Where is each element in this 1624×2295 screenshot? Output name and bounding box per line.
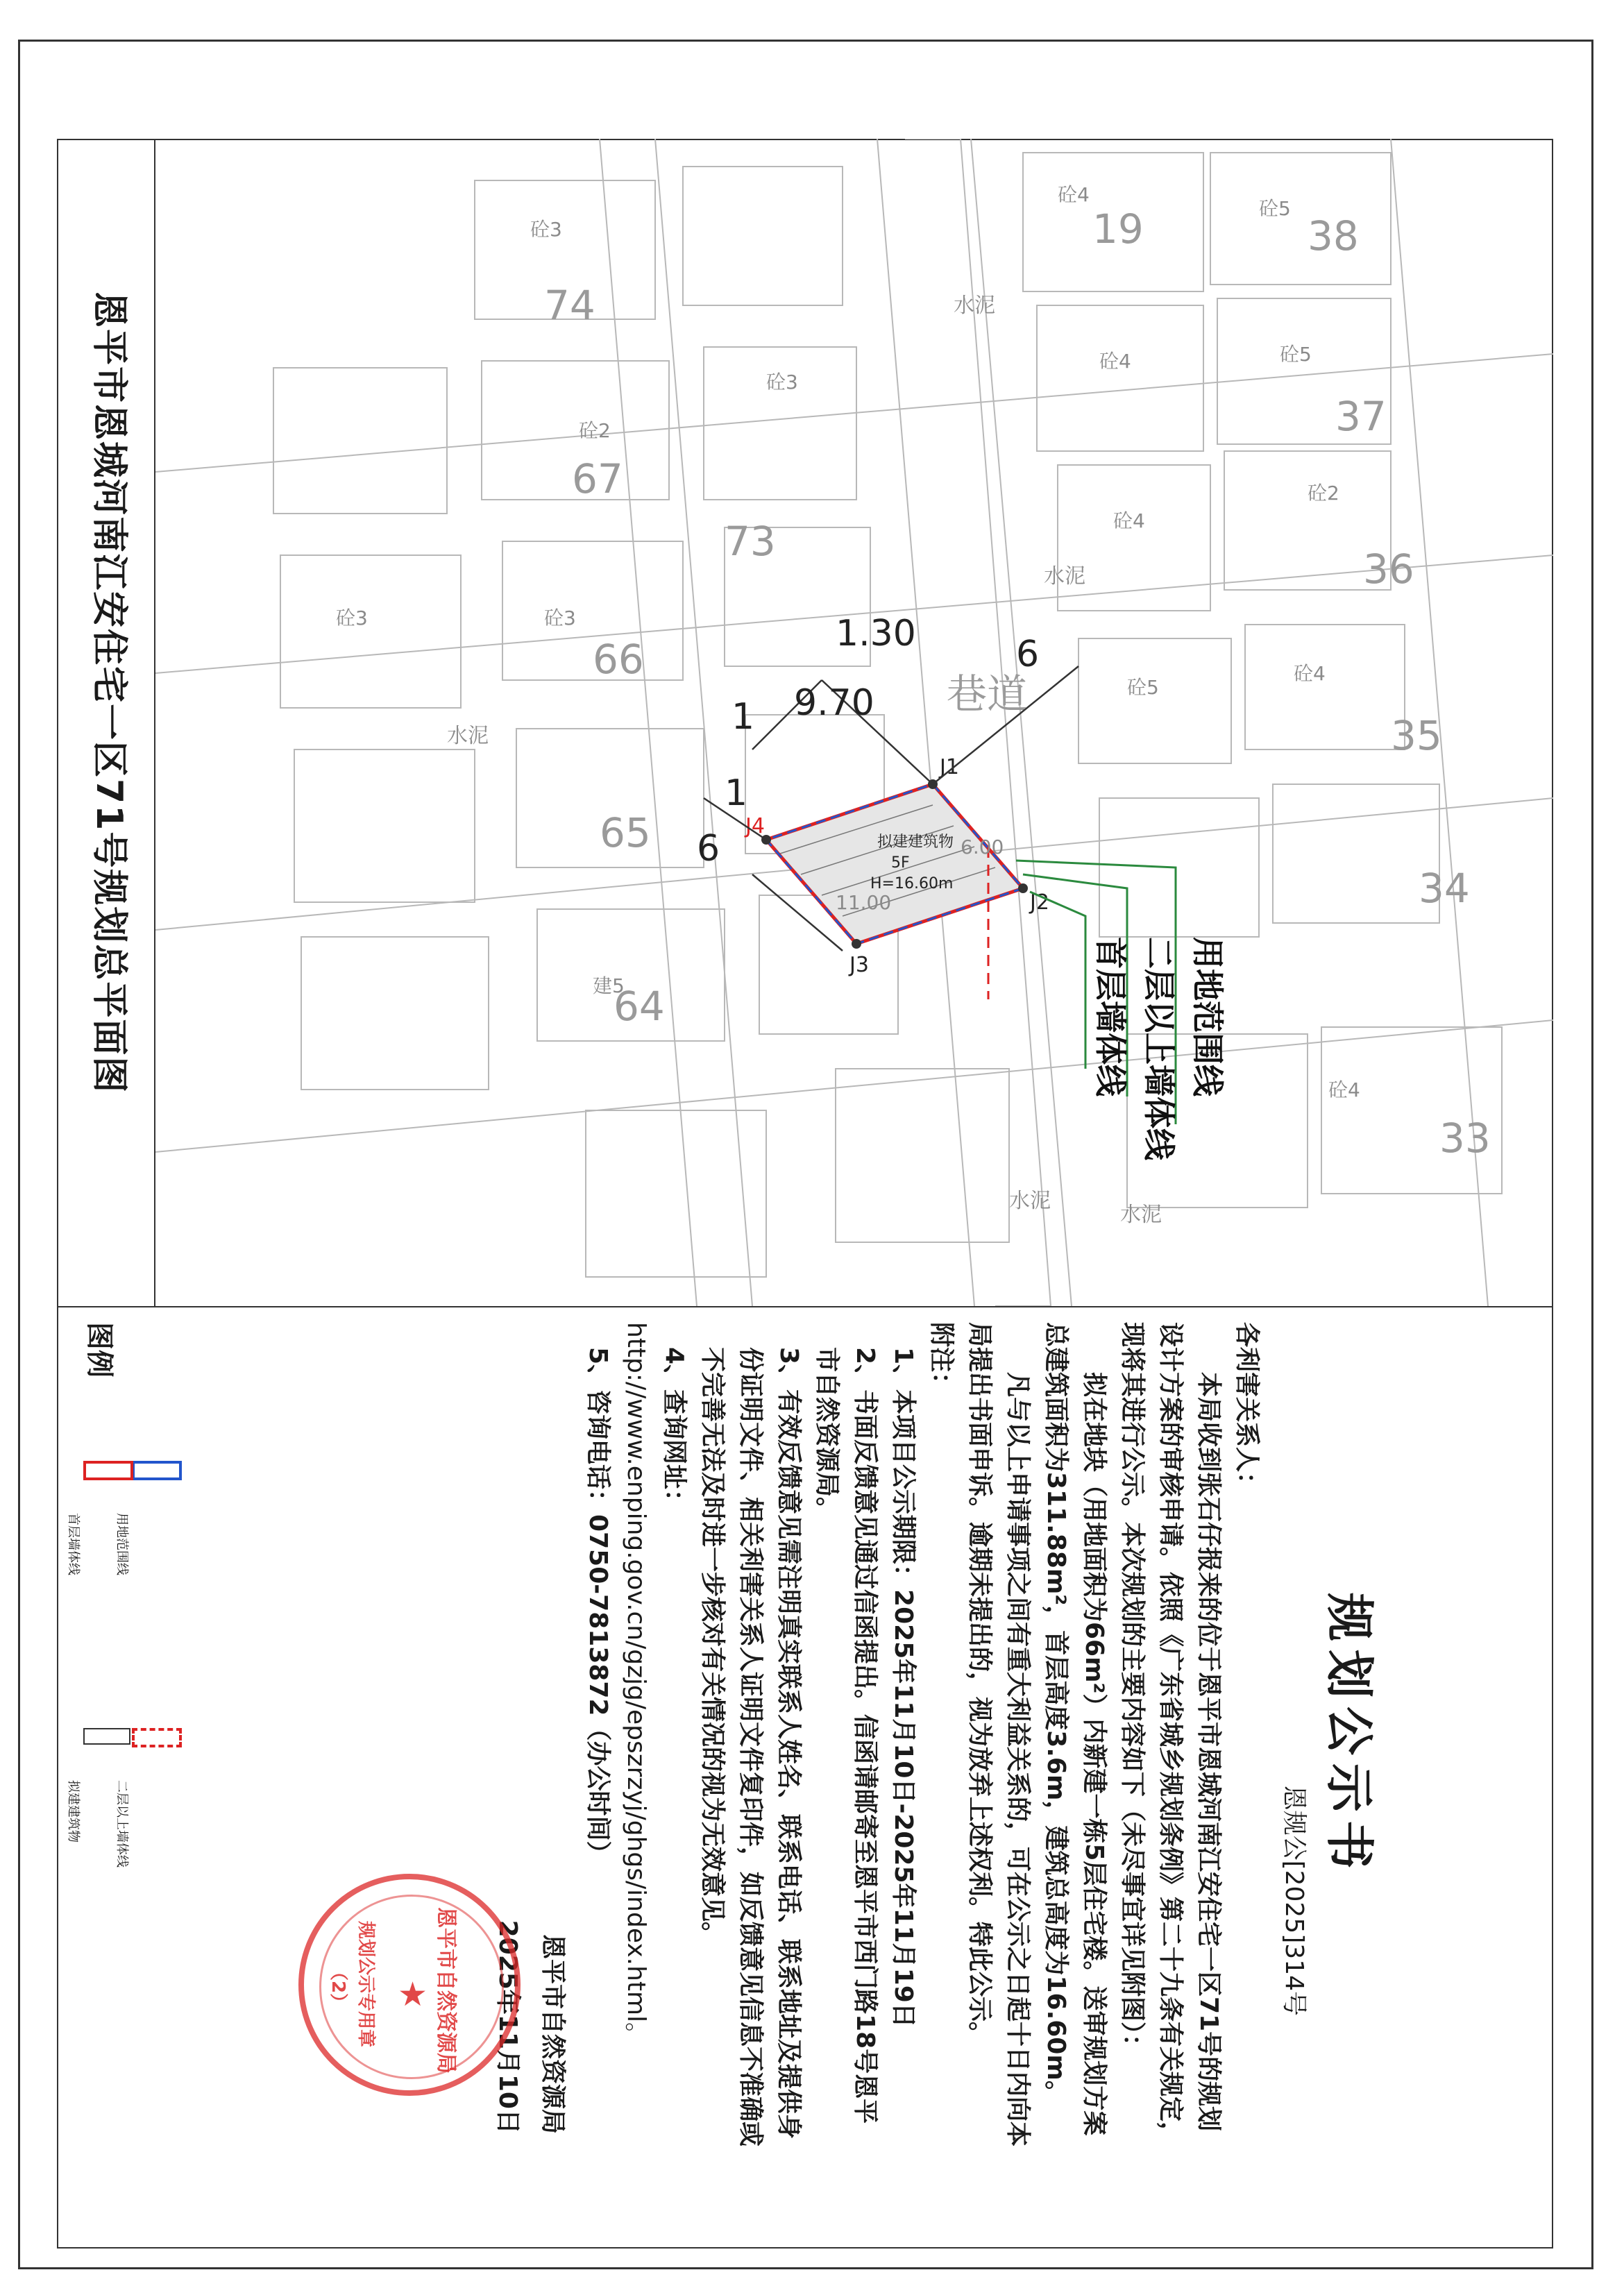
callout-label: 用地范围线 (1189, 937, 1226, 1096)
structure-label: 砼4 (1099, 350, 1131, 373)
lot-number: 37 (1335, 393, 1387, 440)
legend-label: 首层墙体线 (66, 1513, 81, 1575)
notice-body: 凡与以上申请事项之间有重大利益关系的，可在公示之日起十日内向本局提出书面申诉。逾期未提出的，视为放弃上述权利。特此公示。 (965, 1322, 1032, 2147)
structure-label: 砼5 (1280, 343, 1312, 366)
structure-label: 砼3 (766, 371, 798, 393)
notice-title: 规划公示书 (1321, 1593, 1378, 1877)
lot-number: 36 (1363, 545, 1414, 593)
lot-number: 65 (600, 809, 651, 856)
legend-label: 二层以上墙体线 (115, 1780, 129, 1868)
section-divider (57, 1306, 1553, 1307)
structure-label: 建5 (593, 974, 625, 997)
structure-label: 砼3 (530, 218, 562, 241)
seal-subtext: 规划公示专用章 (355, 1921, 376, 2048)
road-surface-label: 水泥 (1044, 564, 1085, 588)
structure-label: 砼4 (1328, 1078, 1360, 1101)
structure-label: 砼4 (1113, 509, 1145, 532)
dimension-label: 9.70 (794, 682, 874, 724)
structure-label: 砼3 (336, 607, 368, 629)
boundary-point: J2 (1030, 890, 1049, 915)
road-surface-label: 水泥 (954, 294, 995, 318)
structure-label: 砼3 (544, 607, 576, 629)
issue-date: 2025年11月10日 (493, 1920, 522, 2134)
legend-swatch-site-boundary (132, 1461, 182, 1480)
road-surface-label: 水泥 (1009, 1189, 1051, 1213)
callout-label: 首层墙体线 (1092, 937, 1129, 1096)
road-surface-label: 水泥 (1120, 1203, 1162, 1227)
structure-label: 砼2 (1308, 482, 1339, 505)
building-label: 拟建建筑物 (877, 833, 954, 851)
notice-code: 恩规公[2025]314号 (1280, 1785, 1308, 2016)
legend-swatch-upper-floor (132, 1728, 182, 1747)
structure-label: 砼2 (579, 419, 611, 442)
structure-label: 砼4 (1058, 183, 1090, 206)
structure-label: 砼5 (1127, 676, 1159, 699)
lot-number: 38 (1308, 212, 1359, 260)
seal-text: 恩平市自然资源局 (434, 1907, 458, 2074)
legend-label: 拟建建筑物 (66, 1780, 81, 1843)
structure-label: 砼5 (1259, 197, 1291, 220)
notes-title: 附注： (927, 1322, 956, 1398)
building-floors: 5F (891, 854, 910, 872)
callout-label: 二层以上墙体线 (1140, 937, 1178, 1160)
lot-number: 64 (614, 983, 665, 1030)
structure-label: 砼4 (1294, 662, 1326, 685)
dimension-label: 11.00 (836, 891, 892, 914)
lot-number: 66 (593, 636, 644, 683)
note-item: 2、书面反馈意见通过信函提出。信函请邮寄至恩平市西门路18号恩平市自然资源局。 (813, 1347, 879, 2124)
legend-title: 图例 (83, 1322, 115, 1378)
site-plan-map (155, 139, 1553, 1306)
plan-title: 恩平市恩城河南江安住宅一区71号规划总平面图 (88, 291, 130, 1094)
note-item: 4、查询网址： (660, 1347, 688, 1515)
notice-salutation: 各利害关系人： (1233, 1322, 1261, 1498)
dimension-label: 6 (1016, 634, 1040, 675)
proposed-building (766, 784, 1023, 999)
lot-number: 35 (1391, 712, 1442, 759)
dimension-label: 1.30 (836, 613, 916, 654)
lot-number: 73 (725, 518, 776, 565)
dimension-label: 6 (697, 828, 720, 870)
notice-body: 拟在地块（用地面积为66m²）内新建一栋5层住宅楼。送审规划方案总建筑面积为311.88m²，首层高度3.6m，建筑总高度为16.60m。 (1042, 1322, 1108, 2136)
note-item: 3、有效反馈意见需注明真实联系人姓名、联系电话、联系地址及提供身份证明文件、相关利害关系人证明文件复印件，如反馈意见信息不准确或不完善无法及时进一步核对有关情况的视为无效意见。 (698, 1347, 803, 2147)
lot-number: 19 (1092, 205, 1144, 253)
seal-star-icon: ★ (398, 1975, 428, 2014)
boundary-point: J1 (940, 755, 959, 779)
road-surface-label: 水泥 (447, 724, 489, 748)
official-seal (298, 1874, 521, 2096)
lot-number: 33 (1439, 1115, 1491, 1162)
road-label: 巷道 (947, 670, 1028, 718)
query-url: http://www.enping.gov.cn/gzjg/epszrzyj/ghgs/index.html。 (622, 1322, 650, 2048)
note-item: 1、本项目公示期限：2025年11月10日-2025年11月19日 (889, 1347, 917, 2028)
building-height: H=16.60m (870, 875, 954, 892)
legend-swatch-proposed-building (83, 1728, 130, 1745)
lot-number: 74 (544, 282, 595, 329)
issuer: 恩平市自然资源局 (539, 1933, 567, 2134)
boundary-point: J4 (745, 814, 765, 838)
legend-swatch-first-floor (83, 1461, 133, 1480)
boundary-point: J3 (849, 953, 869, 977)
legend-label: 用地范围线 (115, 1513, 129, 1575)
note-item: 5、咨询电话：0750-7813872（办公时间） (584, 1347, 612, 1866)
notice-body: 本局收到张石仔报来的位于恩平市恩城河南江安住宅一区71号的规划设计方案的审核申请。依照《广东省城乡规划条例》第二十九条有关规定，现将其进行公示。本次规划的主要内容如下（未尽事宜详见附图）： (1118, 1322, 1223, 2147)
dimension-label: 1 (731, 696, 755, 738)
dimension-label: 6.00 (961, 836, 1004, 858)
dimension-label: 1 (725, 772, 748, 814)
lot-number: 67 (572, 455, 623, 502)
seal-number: （2） (328, 1963, 348, 2012)
lot-number: 34 (1419, 865, 1470, 912)
